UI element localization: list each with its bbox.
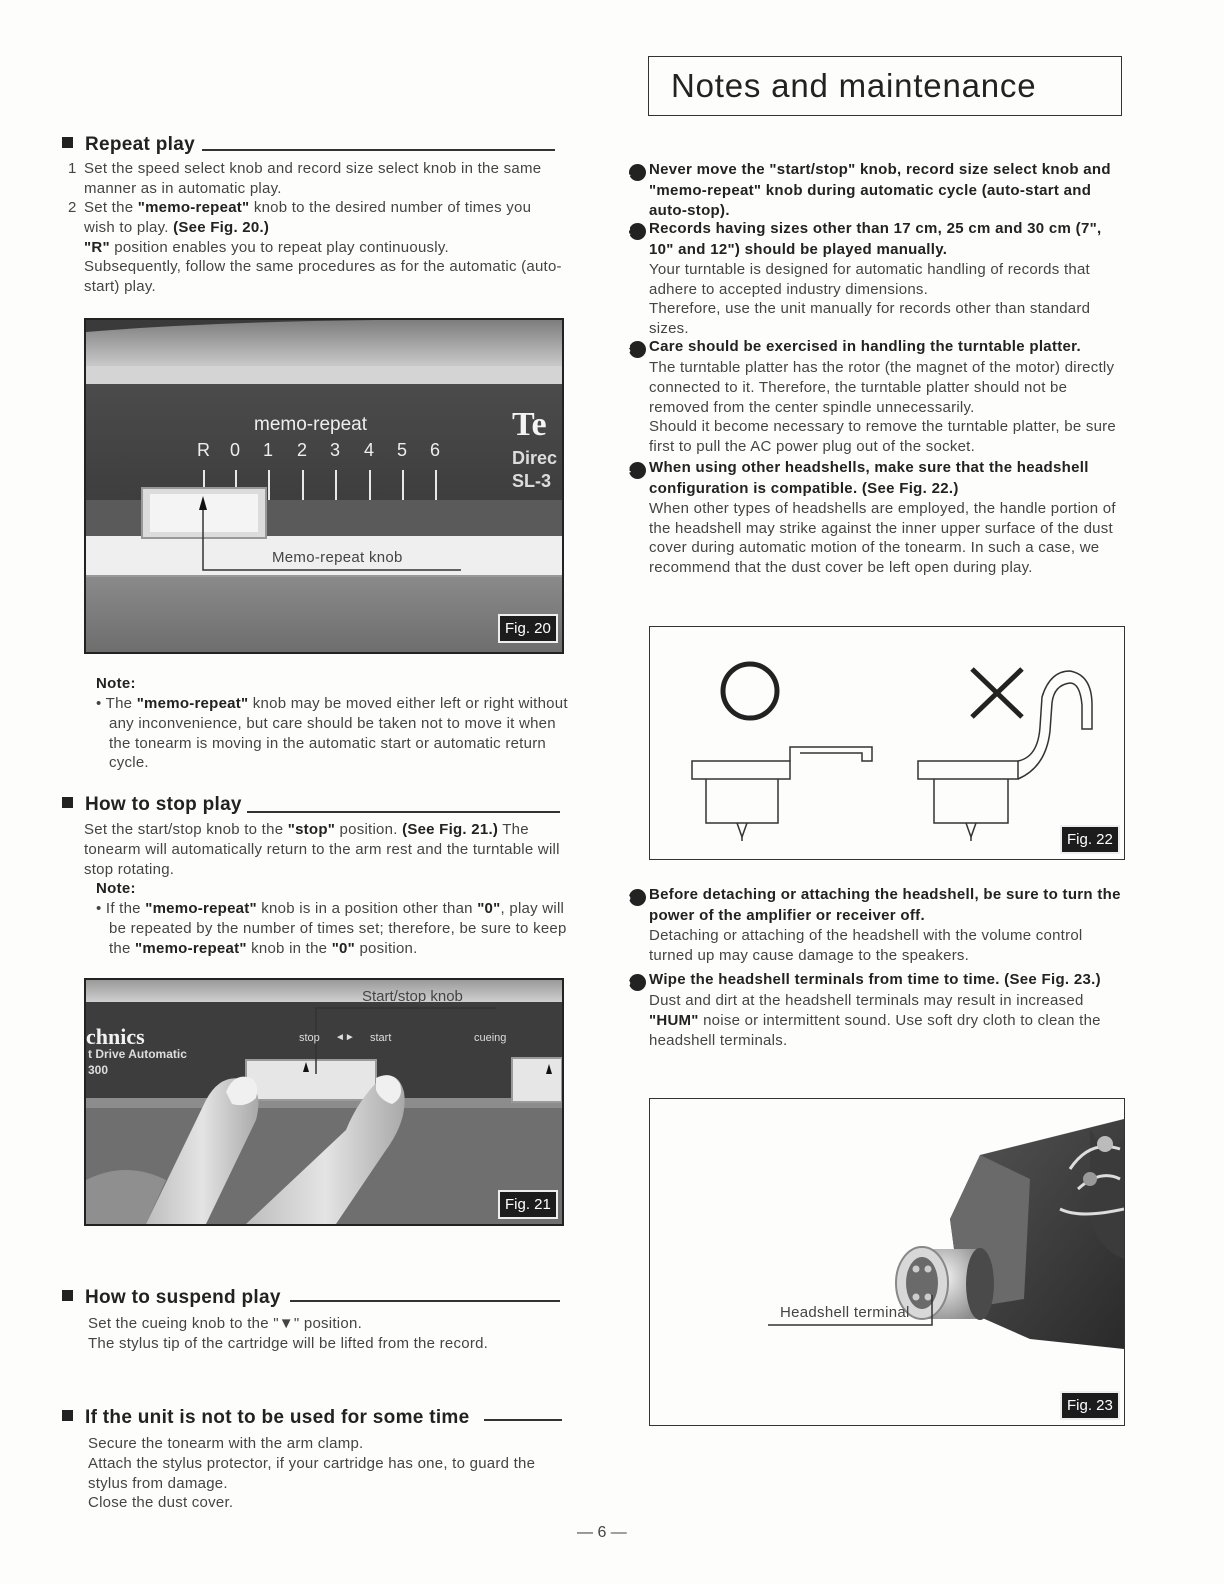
headshell-compatibility-diagram [650, 627, 1124, 859]
figure-22 [649, 626, 1125, 860]
figure-21-label: Fig. 21 [498, 1190, 558, 1219]
section-heading-stop-play: How to stop play [62, 794, 242, 816]
title-box [648, 56, 1122, 116]
figure-22-label: Fig. 22 [1060, 825, 1120, 854]
circled-number-icon: 2 [629, 223, 646, 240]
brand-line-1: Direc [512, 448, 558, 468]
circled-number-icon: 6 [629, 974, 646, 991]
cueing-label: cueing [474, 1032, 507, 1044]
scale-mark: 2 [297, 440, 308, 460]
section-heading-repeat-play: Repeat play [62, 134, 195, 156]
note-memo-repeat: • The "memo-repeat" knob may be moved either left or right without any inconvenience, but care should be taken not to move it when the tonearm is moving in the automatic start or automatic return cycle. [96, 695, 568, 772]
note-heading: Note: [96, 675, 136, 692]
brand-line-2: 300 [88, 1063, 109, 1077]
headshell-terminal-callout: Headshell terminal [780, 1304, 910, 1321]
section-heading-suspend-play: How to suspend play [62, 1287, 281, 1309]
start-stop-knob-callout: Start/stop knob [362, 988, 463, 1005]
page-number: — 6 — [577, 1524, 627, 1541]
bullet-square-icon [62, 1290, 73, 1301]
scale-mark: 0 [230, 440, 241, 460]
headshell-terminal-photo [650, 1099, 1124, 1425]
memo-repeat-scale-label: memo-repeat [254, 414, 367, 435]
suspend-play-text: Set the cueing knob to the "▼" position. The stylus tip of the cartridge will be lifted from the record. [88, 1315, 489, 1352]
circled-number-icon: 3 [629, 341, 646, 358]
figure-20 [84, 318, 564, 654]
circled-number-icon: 5 [629, 889, 646, 906]
note-heading: Note: [96, 880, 136, 897]
step-number: 2 [68, 199, 77, 216]
maintenance-note-5: 5 Before detaching or attaching the headshell, be sure to turn the power of the amplifier or receiver off. Detaching or attaching of the headshell with the volume control turned up may cause damage to the speakers. [624, 886, 1121, 964]
step-number: 1 [68, 160, 77, 177]
stop-label: stop [299, 1032, 320, 1044]
heading-rule [290, 1300, 560, 1302]
repeat-step-2: Set the "memo-repeat" knob to the desired number of times you wish to play. (See Fig. 20.) "R" position enables you to repeat play continuously. Subsequently, follow the same procedures as for the automatic (auto-start) play. [84, 199, 562, 296]
turntable-memo-repeat-photo [86, 320, 562, 652]
start-stop-knob-photo [86, 980, 562, 1224]
bullet-square-icon [62, 797, 73, 808]
repeat-step-1: Set the speed select knob and record size select knob in the same manner as in automatic play. [84, 160, 542, 197]
maintenance-note-2: 2 Records having sizes other than 17 cm, 25 cm and 30 cm (7", 10" and 12") should be played manually. Your turntable is designed for automatic handling of records that adhere to accepted industry dimensions. Therefore, use the unit manually for records other than standard sizes. [624, 220, 1102, 338]
maintenance-note-4: 4 When using other headshells, make sure that the headshell configuration is compatible. (See Fig. 22.) When other types of headshells are employed, the handle portion of the headshell may strike against the inner upper surface of the dust cover during automatic motion of the tonearm. In such a case, we recommend that the dust cover be left open during play. [624, 459, 1116, 577]
maintenance-note-1: 1 Never move the "start/stop" knob, record size select knob and "memo-repeat" knob during automatic cycle (auto-start and auto-stop). [624, 161, 1111, 219]
brand-line-1: t Drive Automatic [88, 1047, 187, 1061]
figure-21 [84, 978, 564, 1226]
maintenance-note-3: 3 Care should be exercised in handling the turntable platter. The turntable platter has the rotor (the magnet of the motor) directly connected to it. Therefore, the turntable platter should not be removed from the center spindle unnecessarily. Should it become necessary to remove the turntable platter, be sure first to pull the AC power plug out of the socket. [624, 338, 1117, 456]
bullet-square-icon [62, 1410, 73, 1421]
not-used-text: Secure the tonearm with the arm clamp. Attach the stylus protector, if your cartridge has one, to guard the stylus from damage. Close the dust cover. [88, 1435, 536, 1512]
stop-play-text: Set the start/stop knob to the "stop" position. (See Fig. 21.) The tonearm will automatically return to the arm rest and the turntable will stop rotating. [84, 821, 560, 878]
heading-rule [484, 1419, 562, 1421]
wrong-cross-icon [972, 669, 1022, 717]
heading-rule [247, 811, 560, 813]
memo-repeat-knob-callout: Memo-repeat knob [272, 549, 403, 566]
heading-rule [202, 149, 555, 151]
figure-20-label: Fig. 20 [498, 614, 558, 643]
scale-mark: 6 [430, 440, 441, 460]
scale-mark: R [197, 440, 210, 460]
section-heading-not-used: If the unit is not to be used for some time [62, 1407, 469, 1429]
circled-number-icon: 4 [629, 462, 646, 479]
brand-logo: chnics [86, 1024, 145, 1049]
brand-logo: Te [512, 406, 547, 443]
page-title: Notes and maintenance [671, 67, 1037, 104]
scale-mark: 1 [263, 440, 274, 460]
scale-mark: 5 [397, 440, 408, 460]
figure-23 [649, 1098, 1125, 1426]
figure-23-label: Fig. 23 [1060, 1391, 1120, 1420]
bullet-square-icon [62, 137, 73, 148]
direction-arrows-icon: ◄► [335, 1032, 355, 1043]
maintenance-note-6: 6 Wipe the headshell terminals from time to time. (See Fig. 23.) Dust and dirt at the headshell terminals may result in increased "HUM" noise or intermittent sound. Use soft dry cloth to clean the headshell terminals. [624, 971, 1101, 1049]
scale-mark: 3 [330, 440, 341, 460]
brand-line-2: SL-3 [512, 471, 552, 491]
note-stop-memo: • If the "memo-repeat" knob is in a position other than "0", play will be repeated by the number of times set; therefore, be sure to keep the "memo-repeat" knob in the "0" position. [96, 900, 567, 957]
circled-number-icon: 1 [629, 164, 646, 181]
start-label: start [370, 1032, 392, 1044]
correct-circle-icon [723, 664, 777, 718]
scale-mark: 4 [364, 440, 375, 460]
